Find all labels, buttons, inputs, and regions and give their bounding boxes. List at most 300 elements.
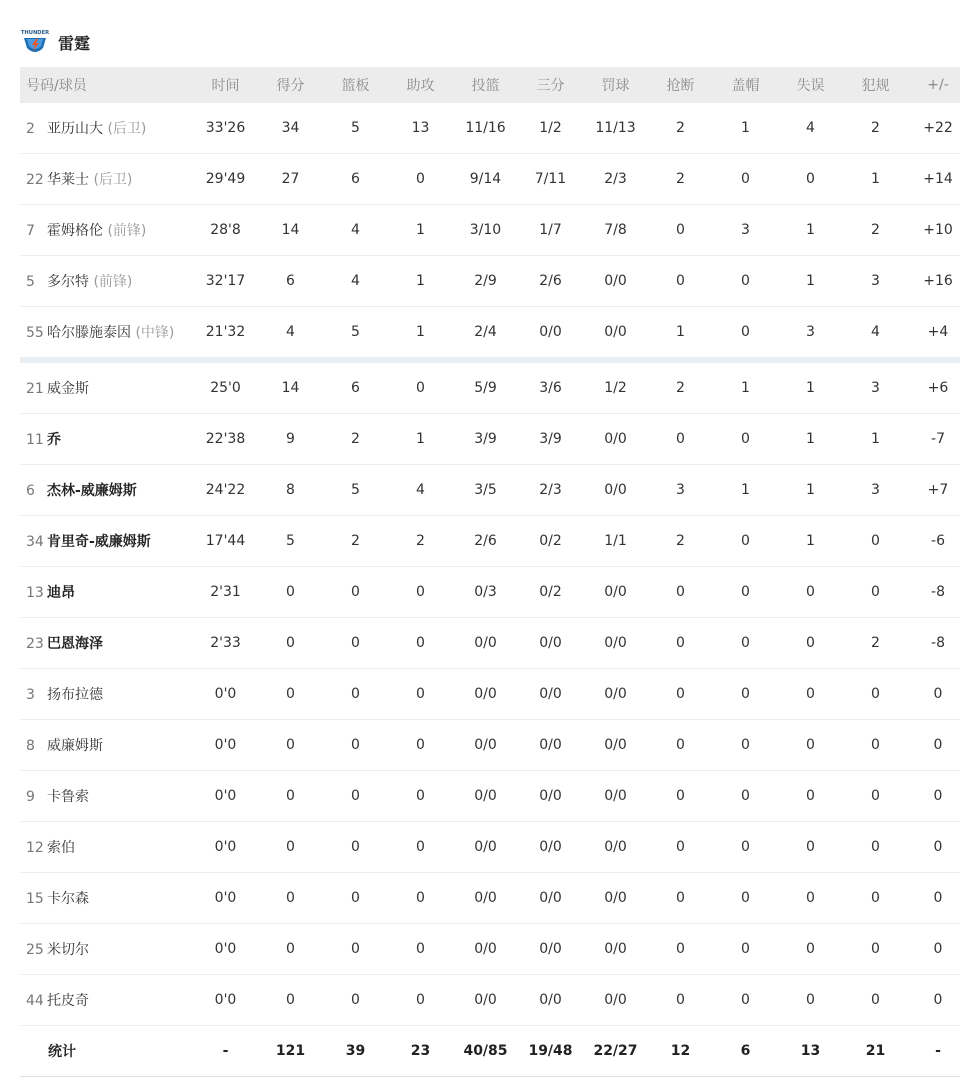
stat-cell: 2 [323,516,388,567]
stat-cell: 0 [713,567,778,618]
stat-cell: 0/0 [453,975,518,1026]
stat-cell: 0'0 [193,924,258,975]
stat-cell: 1 [778,516,843,567]
stat-cell: 0'0 [193,873,258,924]
jersey-number: 13 [26,585,44,601]
stat-cell: 0 [388,975,453,1026]
stat-cell: 3/6 [518,360,583,414]
player-name: 多尔特 [47,274,89,290]
player-cell [20,975,193,1026]
column-header: 篮板 [323,67,388,103]
stat-cell: 2'33 [193,618,258,669]
stat-cell: 2 [843,103,908,154]
stat-cell: 6 [323,360,388,414]
jersey-number: 7 [26,223,35,239]
jersey-number: 12 [26,840,44,856]
stat-cell: 0 [778,618,843,669]
player-cell [20,256,193,307]
stat-cell: 0/0 [583,465,648,516]
player-name: 卡鲁索 [47,789,89,805]
stat-cell: 2/6 [453,516,518,567]
stat-cell: 1 [843,414,908,465]
player-name: 迪昂 [47,585,75,601]
stat-cell: 0 [388,567,453,618]
stat-cell: 3/9 [453,414,518,465]
stat-cell: 6 [258,256,323,307]
total-stat-cell: 23 [388,1026,453,1077]
stat-cell: 0 [908,873,960,924]
player-cell [20,924,193,975]
player-row [20,414,960,465]
stat-cell: 0 [713,924,778,975]
player-name: 扬布拉德 [47,687,103,703]
stat-cell: 2/3 [518,465,583,516]
stat-cell: 2/9 [453,256,518,307]
logo-text: THUNDER [20,30,50,36]
stat-cell: 0 [908,720,960,771]
stat-cell: 0 [843,924,908,975]
stat-cell: 0 [323,771,388,822]
stat-cell: 0 [648,771,713,822]
stat-cell: 0'0 [193,771,258,822]
total-stat-cell: 40/85 [453,1026,518,1077]
stat-cell: 0 [258,669,323,720]
stat-cell: 0/0 [583,307,648,361]
stat-cell: 1/1 [583,516,648,567]
stat-cell: 2 [648,516,713,567]
player-row [20,924,960,975]
stat-cell: 0/0 [583,822,648,873]
stat-cell: 0/2 [518,516,583,567]
stat-cell: 7/8 [583,205,648,256]
stat-cell: 5 [323,103,388,154]
jersey-number: 25 [26,942,44,958]
stat-cell: 0 [908,669,960,720]
column-header: 犯规 [843,67,908,103]
stat-cell: 4 [323,256,388,307]
player-cell [20,567,193,618]
stat-cell: 28'8 [193,205,258,256]
stat-cell: 0 [258,873,323,924]
stat-cell: 0 [778,924,843,975]
stat-cell: 0 [648,567,713,618]
stat-cell: 1 [778,414,843,465]
stat-cell: 0/0 [518,822,583,873]
stat-cell: 1 [778,465,843,516]
player-cell [20,154,193,205]
stat-cell: 0 [323,567,388,618]
stat-cell: 0/0 [583,720,648,771]
stat-cell: 0/0 [518,771,583,822]
stat-cell: 5 [258,516,323,567]
stat-cell: 25'0 [193,360,258,414]
column-header: +/- [908,67,960,103]
stat-cell: 0 [648,975,713,1026]
jersey-number: 34 [26,534,44,550]
stat-cell: 0 [648,618,713,669]
stat-cell: 2 [648,154,713,205]
stat-cell: 0 [258,924,323,975]
jersey-number: 44 [26,993,44,1009]
stat-cell: 0 [843,822,908,873]
total-stat-cell: 19/48 [518,1026,583,1077]
player-name: 米切尔 [47,942,89,958]
stat-cell: 6 [323,154,388,205]
stat-cell: +16 [908,256,960,307]
total-stat-cell: 39 [323,1026,388,1077]
stat-cell: 22'38 [193,414,258,465]
jersey-number: 5 [26,274,35,290]
player-cell [20,873,193,924]
jersey-number: 22 [26,172,44,188]
player-cell [20,618,193,669]
player-cell [20,103,193,154]
player-row [20,873,960,924]
stat-cell: 0 [713,975,778,1026]
stat-cell: 0 [258,567,323,618]
stat-cell: 0/0 [518,975,583,1026]
player-position: (前锋) [93,274,133,290]
stat-cell: 0 [713,720,778,771]
stat-cell: 2 [843,618,908,669]
player-name: 杰林-威廉姆斯 [47,483,137,499]
player-row [20,154,960,205]
stat-cell: 1 [388,414,453,465]
player-name: 哈尔滕施泰因 [47,325,131,341]
stat-cell: 29'49 [193,154,258,205]
stat-cell: 0 [908,924,960,975]
stat-cell: 5 [323,465,388,516]
stat-cell: 3/10 [453,205,518,256]
stat-cell: +22 [908,103,960,154]
player-cell [20,465,193,516]
stat-cell: 11/13 [583,103,648,154]
player-cell [20,669,193,720]
stat-cell: 1/2 [583,360,648,414]
stat-cell: 1 [713,103,778,154]
stat-cell: 3 [778,307,843,361]
stat-cell: 1 [713,360,778,414]
totals-row [20,1026,960,1077]
stat-cell: 0 [713,414,778,465]
player-row [20,516,960,567]
stat-cell: -6 [908,516,960,567]
stat-cell: 0 [908,975,960,1026]
stat-cell: 0 [323,873,388,924]
stat-cell: 0/0 [583,256,648,307]
stat-cell: 0 [648,924,713,975]
player-row [20,103,960,154]
stat-cell: 24'22 [193,465,258,516]
column-header: 得分 [258,67,323,103]
column-header: 三分 [518,67,583,103]
stat-cell: 0/0 [583,975,648,1026]
stat-cell: 3/9 [518,414,583,465]
player-position: (前锋) [107,223,147,239]
stat-cell: 0 [648,873,713,924]
player-cell [20,771,193,822]
stat-cell: 0/0 [583,771,648,822]
stat-cell: -8 [908,618,960,669]
stat-cell: 2/6 [518,256,583,307]
table-header [20,67,960,103]
stat-cell: 0 [713,154,778,205]
stat-cell: 4 [843,307,908,361]
stat-cell: 5 [323,307,388,361]
stat-cell: 3/5 [453,465,518,516]
jersey-number: 2 [26,121,35,137]
stat-cell: 0/0 [583,924,648,975]
stat-cell: 0'0 [193,975,258,1026]
stat-cell: 3 [713,205,778,256]
jersey-number: 11 [26,432,44,448]
player-row [20,307,960,361]
player-row [20,360,960,414]
stat-cell: 1 [388,256,453,307]
player-cell [20,516,193,567]
player-name: 卡尔森 [47,891,89,907]
stat-cell: 1 [388,205,453,256]
stat-cell: 7/11 [518,154,583,205]
stat-cell: 0 [778,873,843,924]
stat-cell: 33'26 [193,103,258,154]
stat-cell: 0 [843,975,908,1026]
stat-cell: 11/16 [453,103,518,154]
stat-cell: 0 [843,567,908,618]
total-stat-cell: 13 [778,1026,843,1077]
stat-cell: +4 [908,307,960,361]
stat-cell: 0 [388,154,453,205]
player-row [20,669,960,720]
player-name: 巴恩海泽 [47,636,103,652]
stat-cell: 0 [713,771,778,822]
player-row [20,256,960,307]
jersey-number: 9 [26,789,35,805]
stat-cell: 2/3 [583,154,648,205]
stat-cell: 0/0 [453,618,518,669]
player-row [20,205,960,256]
player-row [20,720,960,771]
stat-cell: 14 [258,360,323,414]
player-name: 华莱士 [47,172,89,188]
stat-cell: 0 [388,822,453,873]
stat-cell: 0/0 [453,669,518,720]
player-cell [20,720,193,771]
stat-cell: 0 [778,771,843,822]
stat-cell: 0 [388,771,453,822]
stat-cell: 1 [843,154,908,205]
column-header: 抢断 [648,67,713,103]
player-position: (中锋) [135,325,175,341]
stat-cell: 0 [778,975,843,1026]
stat-cell: 2 [648,360,713,414]
stat-cell: 0 [778,822,843,873]
stat-cell: 17'44 [193,516,258,567]
header-row [20,67,960,103]
stat-cell: 0 [713,822,778,873]
stat-cell: 1 [648,307,713,361]
stat-cell: 2 [648,103,713,154]
jersey-number: 21 [26,381,44,397]
column-header: 盖帽 [713,67,778,103]
stat-cell: 2'31 [193,567,258,618]
stat-cell: 0 [258,975,323,1026]
total-stat-cell: 121 [258,1026,323,1077]
player-cell [20,360,193,414]
stat-cell: 0 [778,669,843,720]
stat-cell: 1 [388,307,453,361]
stat-cell: 3 [843,465,908,516]
stat-cell: 0/0 [583,414,648,465]
stat-cell: 2 [388,516,453,567]
player-row [20,567,960,618]
player-cell [20,205,193,256]
stat-cell: 0/0 [453,822,518,873]
stat-cell: 0 [323,822,388,873]
stat-cell: 0 [648,256,713,307]
stat-cell: 0 [648,205,713,256]
jersey-number: 8 [26,738,35,754]
player-name: 威廉姆斯 [47,738,103,754]
player-name: 乔 [47,432,61,448]
column-header: 投篮 [453,67,518,103]
jersey-number: 3 [26,687,35,703]
stat-cell: 5/9 [453,360,518,414]
stat-cell: 1 [778,205,843,256]
totals-label: 统计 [20,1026,193,1077]
total-stat-cell: 6 [713,1026,778,1077]
player-row [20,822,960,873]
stat-cell: 0/0 [518,924,583,975]
column-header: 助攻 [388,67,453,103]
player-row [20,771,960,822]
player-cell [20,822,193,873]
total-stat-cell: 12 [648,1026,713,1077]
stat-cell: 1 [778,360,843,414]
stat-cell: 4 [778,103,843,154]
stat-cell: +14 [908,154,960,205]
stat-cell: -8 [908,567,960,618]
stat-cell: 0'0 [193,669,258,720]
stat-cell: 0 [843,516,908,567]
stat-cell: 0/0 [583,873,648,924]
stat-cell: 27 [258,154,323,205]
stat-cell: 9 [258,414,323,465]
player-name: 肯里奇-威廉姆斯 [47,534,151,550]
stat-cell: 0 [713,618,778,669]
stat-cell: 4 [323,205,388,256]
stat-cell: +6 [908,360,960,414]
stat-cell: 0/0 [453,720,518,771]
stat-cell: 0/0 [583,669,648,720]
stat-cell: 0 [843,873,908,924]
stat-cell: 0 [778,567,843,618]
stat-cell: 0 [323,924,388,975]
stat-cell: 0 [713,516,778,567]
player-cell [20,414,193,465]
stat-cell: 0/0 [518,307,583,361]
stat-cell: 0/0 [518,669,583,720]
stat-cell: 0 [908,771,960,822]
player-name: 索伯 [47,840,75,856]
table-body [20,103,960,1077]
stat-cell: 0 [778,720,843,771]
player-position: (后卫) [93,172,133,188]
stat-cell: 0 [388,618,453,669]
jersey-number: 55 [26,325,44,341]
stat-cell: 0/2 [518,567,583,618]
team-header [20,26,90,58]
player-row [20,618,960,669]
player-name: 霍姆格伦 [47,223,103,239]
stat-cell: +10 [908,205,960,256]
jersey-number: 15 [26,891,44,907]
stat-cell: 0 [388,924,453,975]
team-name: 雷霆 [58,33,91,53]
stat-cell: 1 [778,256,843,307]
stat-cell: 34 [258,103,323,154]
total-stat-cell: - [193,1026,258,1077]
jersey-number: 23 [26,636,44,652]
stat-cell: 3 [843,256,908,307]
stat-cell: 1/2 [518,103,583,154]
stat-cell: 21'32 [193,307,258,361]
player-name: 威金斯 [47,381,89,397]
stat-cell: 0/0 [518,873,583,924]
stat-cell: 0 [388,360,453,414]
thunder-logo-icon [20,27,50,57]
jersey-number: 6 [26,483,35,499]
stat-cell: +7 [908,465,960,516]
stat-cell: 0 [648,822,713,873]
stat-cell: 0 [388,873,453,924]
stat-cell: 8 [258,465,323,516]
player-name: 托皮奇 [47,993,89,1009]
stat-cell: 0 [323,720,388,771]
stat-cell: 0 [713,307,778,361]
column-header: 时间 [193,67,258,103]
column-header: 号码/球员 [20,67,193,103]
stat-cell: 3 [843,360,908,414]
stat-cell: 2/4 [453,307,518,361]
stat-cell: 9/14 [453,154,518,205]
stat-cell: 1/7 [518,205,583,256]
stat-cell: 0 [843,720,908,771]
stat-cell: 0 [258,618,323,669]
player-cell [20,307,193,361]
stat-cell: 0 [323,618,388,669]
player-row [20,465,960,516]
stat-cell: 13 [388,103,453,154]
stat-cell: 0/0 [518,618,583,669]
stat-cell: -7 [908,414,960,465]
stat-cell: 0 [648,414,713,465]
column-header: 罚球 [583,67,648,103]
stat-cell: 0/0 [583,618,648,669]
stat-cell: 0 [258,771,323,822]
player-position: (后卫) [107,121,147,137]
stat-cell: 0 [713,873,778,924]
stat-cell: 0 [388,720,453,771]
total-stat-cell: - [908,1026,960,1077]
stat-cell: 0 [258,720,323,771]
stat-cell: 4 [258,307,323,361]
stat-cell: 0 [388,669,453,720]
stat-cell: 0 [843,669,908,720]
stat-cell: 0/0 [453,873,518,924]
stat-cell: 0 [778,154,843,205]
stat-cell: 0/0 [583,567,648,618]
